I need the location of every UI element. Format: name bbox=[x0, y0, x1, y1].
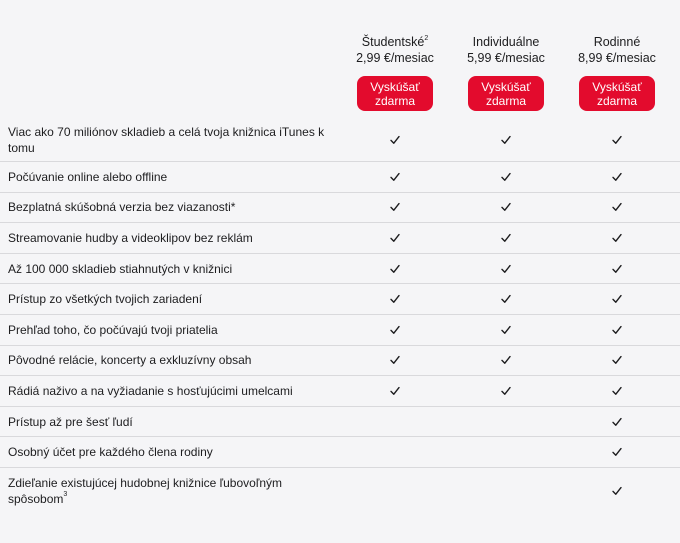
feature-row bbox=[0, 407, 680, 438]
plan-header bbox=[0, 35, 680, 115]
try-free-button-family[interactable]: Vyskúšať zdarma bbox=[579, 76, 655, 111]
feature-row bbox=[0, 118, 680, 162]
checkmark-icon bbox=[389, 324, 401, 336]
feature-label: Prístup zo všetkých tvojich zariadení bbox=[8, 292, 203, 307]
feature-label: Osobný účet pre každého člena rodiny bbox=[8, 445, 213, 460]
checkmark-icon bbox=[611, 416, 623, 428]
checkmark-icon bbox=[611, 263, 623, 275]
checkmark-icon bbox=[500, 324, 512, 336]
feature-label: Streamovanie hudby a videoklipov bez reklám bbox=[8, 230, 253, 245]
checkmark-icon bbox=[611, 446, 623, 458]
checkmark-icon bbox=[611, 354, 623, 366]
plan-price: 8,99 €/mesiac bbox=[578, 51, 656, 65]
feature-row bbox=[0, 376, 680, 407]
checkmark-icon bbox=[500, 354, 512, 366]
checkmark-icon bbox=[389, 171, 401, 183]
footnote-marker: 3 bbox=[63, 491, 68, 499]
feature-label: Prístup až pre šesť ľudí bbox=[8, 414, 133, 429]
feature-row bbox=[0, 284, 680, 315]
checkmark-icon bbox=[611, 171, 623, 183]
footnote-marker: 2 bbox=[424, 35, 429, 42]
feature-label: Prehľad toho, čo počúvajú tvoji priatelia bbox=[8, 322, 218, 337]
plan-price: 5,99 €/mesiac bbox=[467, 51, 545, 65]
feature-label: Bezplatná skúšobná verzia bez viazanosti* bbox=[8, 200, 236, 215]
checkmark-icon bbox=[389, 354, 401, 366]
checkmark-icon bbox=[500, 201, 512, 213]
plan-name: Rodinné bbox=[593, 35, 641, 49]
checkmark-icon bbox=[500, 293, 512, 305]
feature-row bbox=[0, 346, 680, 377]
try-free-button-student[interactable]: Vyskúšať zdarma bbox=[357, 76, 433, 111]
feature-label: Rádiá naživo a na vyžiadanie s hosťujúcimi umelcami bbox=[8, 383, 293, 398]
checkmark-icon bbox=[389, 263, 401, 275]
feature-label: Viac ako 70 miliónov skladieb a celá tvoja knižnica iTunes k tomu bbox=[8, 124, 325, 155]
feature-row bbox=[0, 437, 680, 468]
checkmark-icon bbox=[500, 263, 512, 275]
checkmark-icon bbox=[389, 134, 401, 146]
plan-family bbox=[562, 35, 672, 111]
checkmark-icon bbox=[500, 171, 512, 183]
feature-row bbox=[0, 315, 680, 346]
checkmark-icon bbox=[389, 232, 401, 244]
plan-individual bbox=[451, 35, 561, 111]
checkmark-icon bbox=[611, 385, 623, 397]
checkmark-icon bbox=[500, 232, 512, 244]
plan-name: Študentské$^2$ bbox=[361, 35, 429, 49]
try-free-button-individual[interactable]: Vyskúšať zdarma bbox=[468, 76, 544, 111]
plan-student bbox=[340, 35, 450, 111]
checkmark-icon bbox=[611, 324, 623, 336]
checkmark-icon bbox=[611, 134, 623, 146]
feature-row bbox=[0, 223, 680, 254]
feature-row bbox=[0, 193, 680, 224]
plan-price: 2,99 €/mesiac bbox=[356, 51, 434, 65]
checkmark-icon bbox=[611, 485, 623, 497]
checkmark-icon bbox=[389, 293, 401, 305]
checkmark-icon bbox=[611, 201, 623, 213]
feature-row bbox=[0, 162, 680, 193]
feature-row bbox=[0, 254, 680, 285]
checkmark-icon bbox=[500, 385, 512, 397]
feature-label: Pôvodné relácie, koncerty a exkluzívny obsah bbox=[8, 353, 252, 368]
checkmark-icon bbox=[611, 232, 623, 244]
checkmark-icon bbox=[500, 134, 512, 146]
feature-row bbox=[0, 468, 680, 515]
checkmark-icon bbox=[611, 293, 623, 305]
plan-name: Individuálne bbox=[472, 35, 540, 49]
feature-label: Počúvanie online alebo offline bbox=[8, 169, 168, 184]
checkmark-icon bbox=[389, 385, 401, 397]
feature-label: Zdieľanie existujúcej hudobnej knižnice ľubovoľným spôsobom$^3$ bbox=[8, 476, 282, 507]
checkmark-icon bbox=[389, 201, 401, 213]
feature-table bbox=[0, 118, 680, 515]
feature-label: Až 100 000 skladieb stiahnutých v knižnici bbox=[8, 261, 233, 276]
